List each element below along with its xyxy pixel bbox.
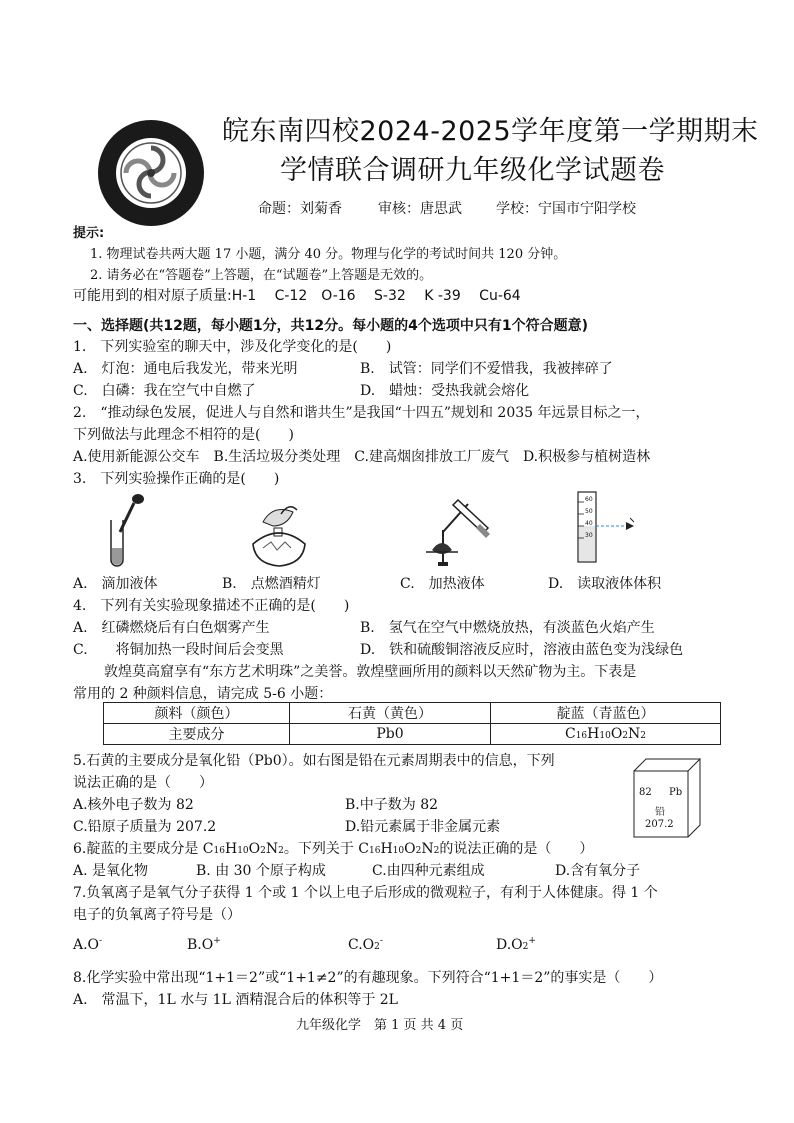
table-cell: 靛蓝（青蓝色） xyxy=(491,703,721,724)
q4-stem: 4. 下列有关实验现象描述不正确的是( ) xyxy=(73,598,350,614)
q7-option-a: A.O- xyxy=(73,936,103,953)
school-credit: 学校：宁国市宁阳学校 xyxy=(496,201,636,217)
q5-option-d: D.铅元素属于非金属元素 xyxy=(345,819,501,835)
pigment-table xyxy=(103,702,721,745)
dropper-test-tube-image xyxy=(100,492,150,568)
q1-stem: 1. 下列实验室的聊天中，涉及化学变化的是( ) xyxy=(73,339,392,355)
table-cell: 主要成分 xyxy=(104,724,290,745)
q8-option-a: A. 常温下，1L 水与 1L 酒精混合后的体积等于 2L xyxy=(73,992,398,1008)
lead-atomic-mass: 207.2 xyxy=(645,819,674,830)
cylinder-tick-30: 30 xyxy=(585,532,593,539)
q2-stem: 2. “推动绿色发展，促进人与自然和谐共生”是我国“十四五”规划和 2035 年远景目标之一， xyxy=(73,405,650,421)
q1-option-d: D. 蜡烛：受热我就会熔化 xyxy=(360,383,530,399)
q7-stem-2: 电子的负氧离子符号是（） xyxy=(73,907,241,923)
atomic-masses: 可能用到的相对原子质量:H-1 C-12 O-16 S-32 K -39 Cu-64 xyxy=(73,288,521,304)
q2-options: A.使用新能源公交车 B.生活垃圾分类处理 C.建高烟囱排放工厂废气 D.积极参与植树造林 xyxy=(73,449,651,465)
q7-option-c: C.O2- xyxy=(348,936,383,953)
page-footer: 九年级化学 第 1 页 共 4 页 xyxy=(296,1018,464,1033)
heating-liquid-image xyxy=(410,490,505,570)
q4-option-a: A. 红磷燃烧后有白色烟雾产生 xyxy=(73,620,270,636)
table-cell: 石黄（黄色） xyxy=(290,703,491,724)
q2-stem-2: 下列做法与此理念不相符的是( ) xyxy=(73,427,294,443)
q6-option-c: C.由四种元素组成 xyxy=(372,863,485,879)
q1-option-a: A. 灯泡：通电后我发光，带来光明 xyxy=(73,361,298,377)
q5-option-b: B.中子数为 82 xyxy=(345,797,439,813)
lead-element-cell xyxy=(632,757,702,839)
q4-option-b: B. 氢气在空气中燃烧放热，有淡蓝色火焰产生 xyxy=(360,620,655,636)
tips-label: 提示: xyxy=(73,226,105,241)
q4-option-d: D. 铁和硫酸铜溶液反应时，溶液由蓝色变为浅绿色 xyxy=(360,642,684,658)
tip-item-2: 2. 请务必在“答题卷”上答题，在“试题卷”上答题是无效的。 xyxy=(90,268,433,283)
exam-title-line1: 皖东南四校2024-2025学年度第一学期期末 xyxy=(222,116,759,147)
q1-option-b: B. 试管：同学们不爱惜我，我被摔碎了 xyxy=(360,361,613,377)
q6-option-d: D.含有氧分子 xyxy=(555,863,641,879)
lead-symbol: Pb xyxy=(669,787,683,798)
table-row xyxy=(104,703,721,724)
cylinder-tick-60: 60 xyxy=(585,496,593,503)
q6-stem: 6.靛蓝的主要成分是 C16H10O2N2。下列关于 C16H10O2N2的说法正确的是（ ） xyxy=(73,841,594,857)
q3-option-d: D. 读取液体体积 xyxy=(548,576,662,592)
table-cell: Pb0 xyxy=(290,724,491,745)
q3-option-a: A. 滴加液体 xyxy=(73,576,158,592)
table-row xyxy=(104,724,721,745)
q3-stem: 3. 下列实验操作正确的是( ) xyxy=(73,471,280,487)
q7-option-d: D.O2+ xyxy=(496,936,536,953)
cylinder-tick-50: 50 xyxy=(585,508,593,515)
alcohol-lamp-lighting-image xyxy=(243,492,313,568)
q4-option-c: C. 将铜加热一段时间后会变黑 xyxy=(73,642,284,658)
table-cell: 颜料（颜色） xyxy=(104,703,290,724)
q5-stem: 5.石黄的主要成分是氧化铅（Pb0）。如右图是铅在元素周期表中的信息，下列 xyxy=(73,753,555,769)
q1-option-c: C. 白磷：我在空气中自燃了 xyxy=(73,383,256,399)
lead-name: 铅 xyxy=(655,807,665,818)
q3-option-c: C. 加热液体 xyxy=(400,576,485,592)
q5-option-a: A.核外电子数为 82 xyxy=(73,797,194,813)
reviewer-credit: 审核：唐思武 xyxy=(378,201,462,217)
q7-stem: 7.负氧离子是氧气分子获得 1 个或 1 个以上电子后形成的微观粒子，有利于人体健康。得 1 个 xyxy=(73,885,658,901)
intro-56-line1: 敦煌莫高窟享有“东方艺术明珠”之美誉。敦煌壁画所用的颜料以天然矿物为主。下表是 xyxy=(104,664,637,680)
tip-item-1: 1. 物理试卷共两大题 17 小题，满分 40 分。物理与化学的考试时间共 120 分钟。 xyxy=(90,247,567,262)
table-cell-formula: C16H10O2N2 xyxy=(491,724,721,745)
section1-heading: 一、选择题(共12题，每小题1分，共12分。每小题的4个选项中只有1个符合题意) xyxy=(73,318,588,334)
q5-stem-2: 说法正确的是（ ） xyxy=(73,775,213,791)
q3-option-b: B. 点燃酒精灯 xyxy=(222,576,321,592)
school-seal-logo xyxy=(96,118,206,228)
exam-title-line2: 学情联合调研九年级化学试题卷 xyxy=(280,155,665,186)
q6-option-b: B. 由 30 个原子构成 xyxy=(196,863,326,879)
intro-56-line2: 常用的 2 种颜料信息，请完成 5-6 小题： xyxy=(73,686,333,702)
q7-option-b: B.O+ xyxy=(187,936,221,953)
graduated-cylinder-image xyxy=(568,488,648,568)
q8-stem: 8.化学实验中常出现“1+1＝2”或“1+1≠2”的有趣现象。下列符合“1+1＝2”的事实是（ ） xyxy=(73,970,663,986)
q5-option-c: C.铅原子质量为 207.2 xyxy=(73,819,217,835)
author-credit: 命题：刘菊香 xyxy=(258,201,342,217)
q6-option-a: A. 是氧化物 xyxy=(73,863,149,879)
cylinder-tick-40: 40 xyxy=(585,520,593,527)
lead-atomic-number: 82 xyxy=(639,787,652,798)
